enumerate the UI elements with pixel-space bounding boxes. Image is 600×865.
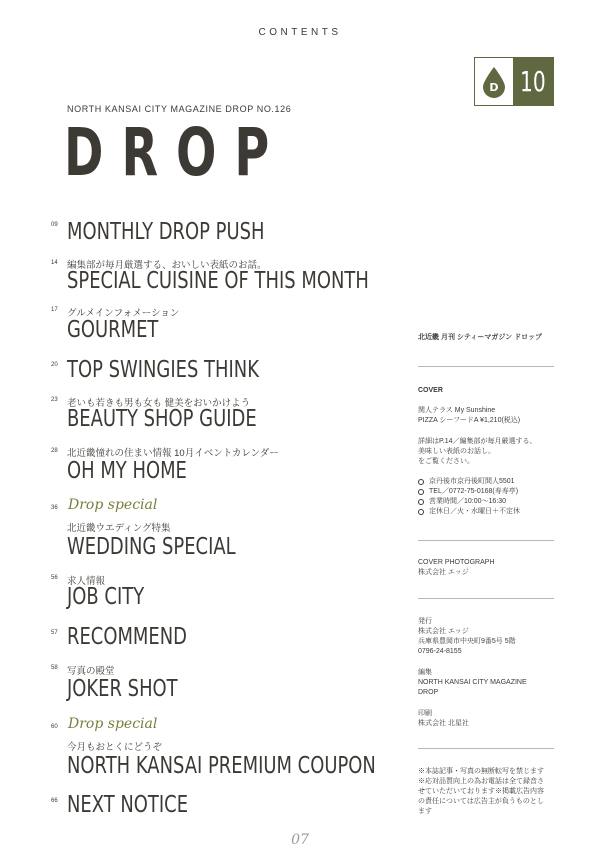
- publisher-heading: 発行: [418, 618, 432, 625]
- publisher-info: [418, 627, 556, 657]
- toc-title[interactable]: NORTH KANSAI PREMIUM COUPON: [67, 753, 376, 779]
- toc-subtitle-jp: 今月もおとくにどうぞ: [67, 742, 163, 753]
- toc-drop-special-label: Drop special: [68, 497, 158, 513]
- notice-line: ※本誌記事・写真の無断転写を禁じます: [418, 768, 544, 775]
- toc-subtitle-jp: 北近畿憧れの住まい情報 10月イベントカレンダー: [67, 448, 279, 459]
- toc-subtitle-jp: グルメインフォメーション: [67, 308, 180, 319]
- toc-title[interactable]: RECOMMEND: [67, 624, 187, 650]
- issue-number: 10: [520, 65, 546, 98]
- cover-info-row: 営業時間／10:00〜16:30: [418, 497, 556, 507]
- drop-logo-letter: D: [489, 80, 499, 94]
- toc-subtitle-jp: 求人情報: [67, 576, 106, 587]
- toc-page-number: 60: [51, 724, 58, 730]
- toc-title[interactable]: WEDDING SPECIAL: [67, 534, 236, 560]
- notice-line: せていただいております※掲載広告内容: [418, 788, 544, 795]
- print-heading: 印刷: [418, 710, 432, 717]
- notice-text: [418, 767, 556, 817]
- toc-page-number: 20: [51, 362, 58, 368]
- issue-badge: [474, 57, 554, 106]
- cover-shop: 関人テラス My Sunshine: [418, 407, 496, 414]
- cover-heading: COVER: [418, 387, 443, 394]
- bullet-circle-icon: [418, 499, 424, 505]
- cover-description: [418, 437, 556, 467]
- cover-info-row: 京丹後市京丹後町間人5501: [418, 477, 556, 487]
- toc-page-number: 56: [51, 575, 58, 581]
- issue-number-cell: [513, 58, 553, 105]
- divider: [418, 598, 554, 599]
- cover-info-row: 定休日／火・水曜日＋不定休: [418, 507, 556, 517]
- editor-heading: 編集: [418, 669, 432, 676]
- cover-desc-line: をご覧ください。: [418, 458, 474, 465]
- photo-heading: COVER PHOTOGRAPH: [418, 559, 495, 566]
- toc-page-number: 28: [51, 448, 58, 454]
- bullet-circle-icon: [418, 509, 424, 515]
- cover-desc-line: 詳細はP.14／編集部が毎月厳選する、: [418, 438, 537, 445]
- toc-subtitle-jp: 北近畿ウエディング特集: [67, 523, 171, 534]
- toc-title[interactable]: JOB CITY: [67, 584, 145, 610]
- divider: [418, 748, 554, 749]
- toc-page-number: 09: [51, 222, 58, 228]
- toc-title[interactable]: NEXT NOTICE: [67, 792, 189, 818]
- cover-item: PIZZA シーフードA ¥1,210(税込): [418, 417, 521, 424]
- toc-page-number: 58: [51, 665, 58, 671]
- toc-subtitle-jp: 編集部が毎月厳選する、おいしい表紙のお話。: [67, 260, 267, 271]
- toc-page-number: 57: [51, 630, 58, 636]
- notice-line: ます: [418, 808, 432, 815]
- toc-title[interactable]: JOKER SHOT: [67, 676, 178, 702]
- magazine-subtitle: NORTH KANSAI CITY MAGAZINE DROP NO.126: [67, 104, 292, 114]
- toc-page-number: 36: [51, 505, 58, 511]
- photo-credit: 株式会社 エッジ: [418, 569, 469, 576]
- divider: [418, 366, 554, 367]
- notice-line: の責任については広告主が負うものとし: [418, 798, 544, 805]
- toc-page-number: 66: [51, 798, 58, 804]
- toc-title[interactable]: BEAUTY SHOP GUIDE: [67, 406, 257, 432]
- cover-info-list: [418, 477, 556, 517]
- magazine-title: DROP: [64, 114, 288, 191]
- toc-subtitle-jp: 写真の殿堂: [67, 666, 115, 677]
- editor-info: [418, 678, 556, 698]
- drop-logo-icon: [475, 58, 513, 105]
- contents-heading: CONTENTS: [258, 27, 342, 38]
- editor-line: DROP: [418, 689, 439, 696]
- toc-page-number: 14: [51, 260, 58, 266]
- toc-page-number: 23: [51, 397, 58, 403]
- editor-line: NORTH KANSAI CITY MAGAZINE: [418, 679, 527, 686]
- cover-desc-line: 美味しい表紙のお話し。: [418, 448, 495, 455]
- toc-title[interactable]: GOURMET: [67, 317, 159, 343]
- publisher-line: 株式会社 エッジ: [418, 628, 469, 635]
- toc-title[interactable]: SPECIAL CUISINE OF THIS MONTH: [67, 268, 369, 294]
- toc-title[interactable]: OH MY HOME: [67, 458, 187, 484]
- publication-name: 北近畿 月刊 シティーマガジン ドロップ: [418, 334, 542, 341]
- toc-subtitle-jp: 老いも若きも男も女も 健美をおいかけよう: [67, 398, 251, 409]
- page-number: 07: [291, 832, 309, 848]
- publisher-line: 0796-24-8155: [418, 648, 462, 655]
- cover-info-row: TEL／0772-75-0168(寿寿亭): [418, 487, 556, 497]
- toc-title[interactable]: TOP SWINGIES THINK: [67, 357, 259, 383]
- toc-drop-special-label: Drop special: [68, 716, 158, 732]
- print-info: 株式会社 北星社: [418, 720, 469, 727]
- toc-page-number: 17: [51, 307, 58, 313]
- bullet-circle-icon: [418, 489, 424, 495]
- publisher-line: 兵庫県豊岡市中央町9番5号 5階: [418, 638, 516, 645]
- notice-line: ※応対品質向上の為お電話は全て録音さ: [418, 778, 544, 785]
- toc-title[interactable]: MONTHLY DROP PUSH: [67, 219, 265, 245]
- bullet-circle-icon: [418, 479, 424, 485]
- divider: [418, 540, 554, 541]
